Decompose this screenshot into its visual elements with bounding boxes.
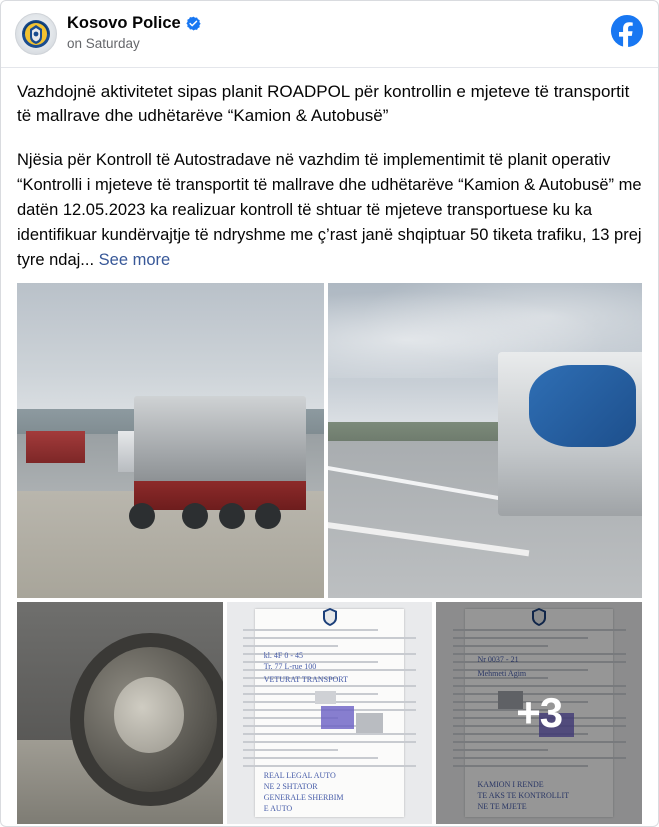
see-more-link[interactable]: See more <box>98 251 171 269</box>
post-title: Vazhdojnë aktivitetet sipas planit ROADPOL për kontrollin e mjeteve të transportit të mallrave dhe udhëtarëve “Kamion & Autobusë” <box>17 82 630 125</box>
photo-cement-mixer-scene <box>328 283 642 598</box>
photo-document-2-scene: Nr 0037 - 21 Mehmeti Agim KAMION I RENDE TE AKS TE KONTROLLIT NE TE MJETE <box>436 602 642 824</box>
photo-row-top <box>17 283 642 598</box>
avatar[interactable] <box>15 13 57 55</box>
document-crest-icon <box>322 608 338 626</box>
photo-document-1-scene: kl. 4F 0 - 45 Tr. 77 L-rue 100 VETURAT TRANSPORT REAL LEGAL AUTO NE 2 SHTATOR GENERALE SHERBIM E AUTO <box>227 602 433 824</box>
photo-worn-tyre[interactable] <box>17 602 223 824</box>
author-block <box>67 13 201 52</box>
photo-cement-mixer[interactable] <box>328 283 642 598</box>
facebook-logo-icon[interactable] <box>610 14 644 48</box>
post-timestamp[interactable]: on Saturday <box>67 36 140 51</box>
post-text <box>17 148 642 273</box>
author-name[interactable]: Kosovo Police <box>67 14 181 32</box>
photo-worn-tyre-scene <box>17 602 223 824</box>
photo-grid <box>1 283 658 827</box>
post-text-content: Njësia për Kontroll të Autostradave në vazhdim të implementimit të planit operativ “Kontrolli i mjeteve të transportit të mallrave dhe udhëtarëve “Kamion & Autobusë” me datën 12.05.2023 ka realizuar kontroll të shtuar të mjeteve transportuese ku ka identifikuar kundërvajtje të ndryshme me ç’rast janë shqiptuar 50 tiketa trafiku, 13 prej tyre ndaj... <box>17 151 642 269</box>
kosovo-police-crest-icon <box>21 19 51 49</box>
verified-badge-icon <box>186 16 201 31</box>
photo-highway-trucks-scene <box>17 283 324 598</box>
photo-highway-trucks[interactable] <box>17 283 324 598</box>
photo-document-2[interactable] <box>436 602 642 824</box>
author-row <box>67 14 201 33</box>
more-photos-overlay[interactable]: +3 <box>436 602 642 824</box>
photo-document-1[interactable] <box>227 602 433 824</box>
post-body <box>1 68 658 283</box>
photo-row-bottom <box>17 602 642 824</box>
post-header <box>1 1 658 59</box>
